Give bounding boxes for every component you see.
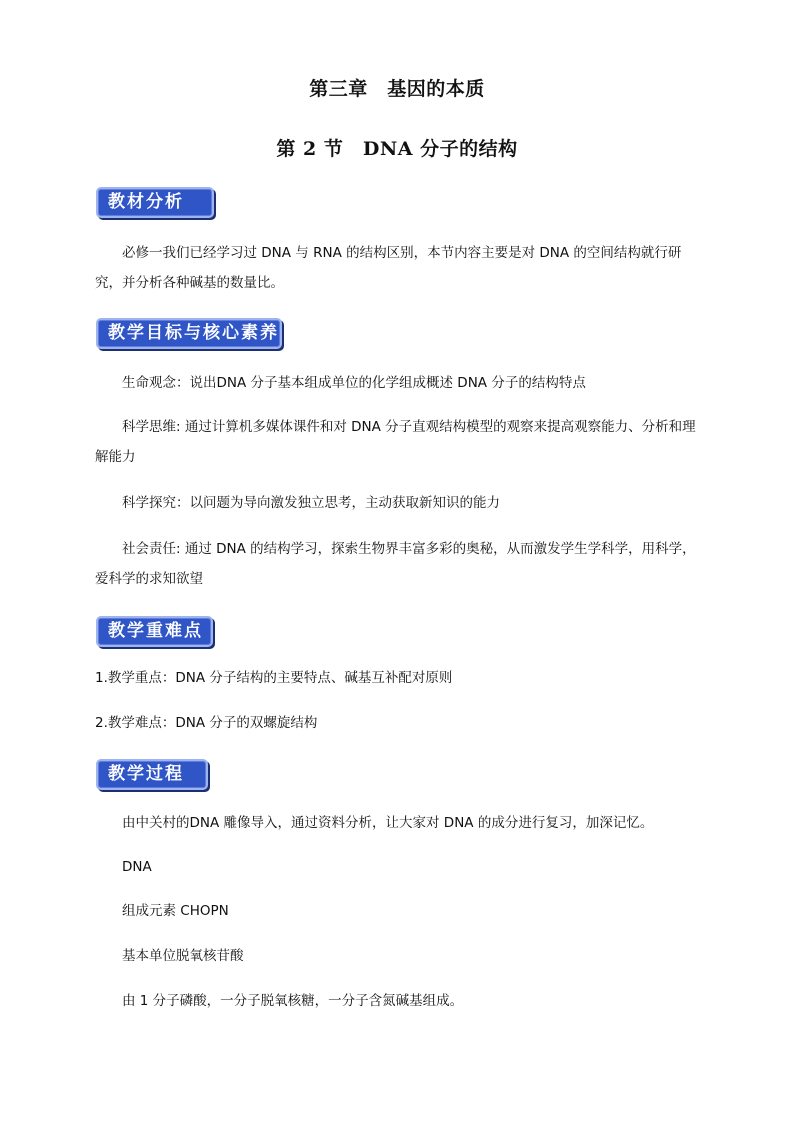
key-point-item: 1.教学重点：DNA 分子结构的主要特点、碱基互补配对原则 (95, 670, 453, 686)
objectives-heading: 教学目标与核心素养 (96, 318, 282, 349)
objective-item: 生命观念：说出DNA 分子基本组成单位的化学组成概述 DNA 分子的结构特点 (122, 375, 586, 391)
process-item: 组成元素 CHOPN (122, 903, 229, 919)
material-analysis-text: 必修一我们已经学习过 DNA 与 RNA 的结构区别，本节内容主要是对 DNA 的空间结构就行研究，并分析各种碱基的数量比。 (95, 245, 682, 291)
objective-item: 科学思维: 通过计算机多媒体课件和对 DNA 分子直观结构模型的观察来提高观察能力、分析和理解能力 (95, 419, 696, 465)
objective-item: 社会责任: 通过 DNA 的结构学习，探索生物界丰富多彩的奥秘，从而激发学生学科学，用科学，爱科学的求知欲望 (95, 541, 696, 587)
material-analysis-heading: 教材分析 (96, 187, 214, 218)
section-title: 第 2 节 DNA 分子的结构 (276, 138, 518, 160)
key-point-item: 2.教学难点：DNA 分子的双螺旋结构 (95, 715, 318, 731)
process-heading: 教学过程 (96, 759, 208, 790)
process-item: 由 1 分子磷酸，一分子脱氧核糖，一分子含氮碱基组成。 (122, 993, 464, 1009)
process-item: 基本单位脱氧核苷酸 (122, 948, 244, 964)
chapter-title: 第三章 基因的本质 (309, 78, 485, 100)
process-item: DNA (122, 859, 152, 875)
process-item: 由中关村的DNA 雕像导入，通过资料分析，让大家对 DNA 的成分进行复习，加深记忆。 (122, 815, 654, 831)
key-points-heading: 教学重难点 (96, 616, 213, 647)
objective-item: 科学探究：以问题为导向激发独立思考，主动获取新知识的能力 (122, 495, 500, 511)
